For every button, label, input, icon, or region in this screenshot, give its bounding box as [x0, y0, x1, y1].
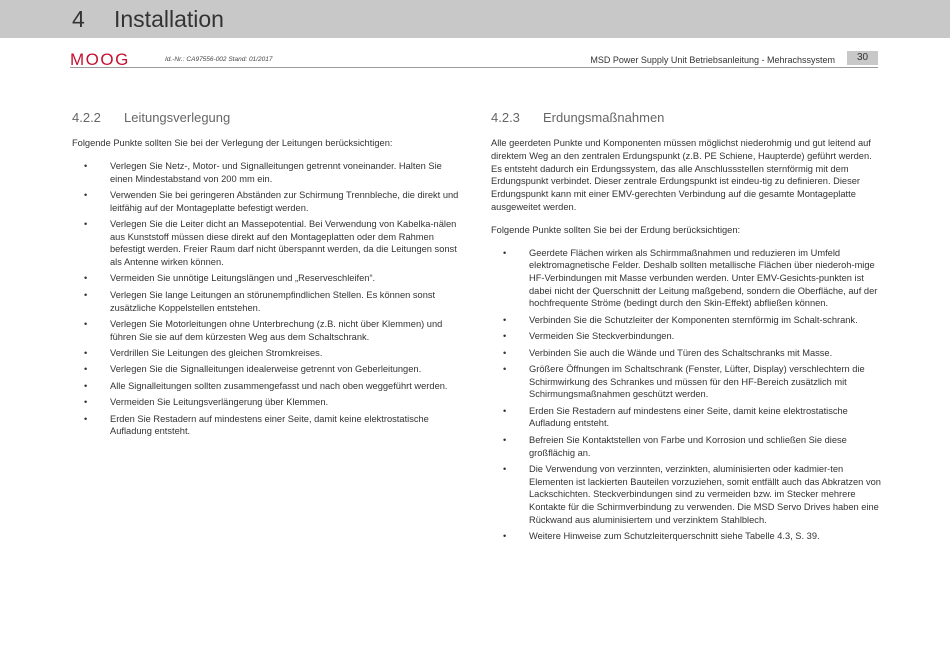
- logo-text: MOOG: [70, 51, 130, 67]
- section-heading-leitungsverlegung: [72, 110, 467, 125]
- chapter-title: Installation: [114, 6, 224, 32]
- bullet-icon: •: [503, 463, 507, 474]
- list-item: • Vermeiden Sie Leitungsverlängerung über Klemmen.: [84, 397, 329, 408]
- bullet-icon: •: [503, 531, 507, 542]
- list-item: • Alle Signalleitungen sollten zusammengefasst und nach oben weggeführt werden.: [84, 380, 448, 391]
- list-item: • Verlegen Sie lange Leitungen an störunempfindlichen Stellen. Es können sonst zusätzliche Koppelstellen entstehen.: [84, 289, 436, 313]
- section-heading-erdungsmassnahmen: [491, 110, 881, 125]
- list-item: • Verbinden Sie die Schutzleiter der Komponenten sternförmig im Schalt-schrank.: [503, 314, 858, 325]
- bullet-icon: •: [84, 218, 88, 229]
- section-number: 4.2.3: [491, 110, 520, 125]
- section-number: 4.2.2: [72, 110, 101, 125]
- bullet-icon: •: [503, 247, 507, 258]
- list-item: • Vermeiden Sie unnötige Leitungslängen und „Reserveschleifen“.: [84, 273, 376, 284]
- document-id: Id.-Nr.: CA97556-002 Stand: 01/2017: [165, 56, 273, 63]
- list-item: • Verwenden Sie bei geringeren Abständen zur Schirmung Trennbleche, die direkt und leitfähig auf der Montageplatte befestigt werden.: [84, 189, 459, 213]
- bullet-icon: •: [84, 364, 88, 375]
- bullet-list: [72, 160, 467, 438]
- bullet-icon: •: [503, 405, 507, 416]
- page-number: 30: [847, 51, 878, 65]
- list-item: • Verlegen Sie Motorleitungen ohne Unterbrechung (z.B. nicht über Klemmen) und führen Sie sie auf dem kürzesten Weg aus dem Schaltschrank.: [84, 318, 443, 342]
- list-item: • Geerdete Flächen wirken als Schirmmaßnahmen und reduzieren im Umfeld elektromagnetische Felder. Deshalb sollten metallische Flächen über niederoh-mige HF-Verbindungen mit Masse verbunden werden. Unter EMV-Gesichts-punkten ist dabei nicht der Querschnitt der Leitung maßgebend, sondern die Oberfläche, auf der hochfrequente Ströme (bedingt durch den Skin-Effekt) abfließen können.: [503, 247, 878, 309]
- list-item: • Die Verwendung von verzinnten, verzinkten, aluminisierten oder kadmier-ten Elementen ist lackierten Bauteilen vorzuziehen, somit entfällt auch das Abkratzen von Lackschichten. Steckverbindungen sind zu vermeiden bzw. im Stecker mehrere Kontakte für die Schirmverbindung zu verwenden. Die MSD Servo Drives haben eine Rückwand aus aluminisiertem und verzinktem Stahlblech.: [503, 463, 881, 525]
- intro-paragraph: Folgende Punkte sollten Sie bei der Verlegung der Leitungen berücksichtigen:: [72, 138, 393, 148]
- bullet-icon: •: [84, 189, 88, 200]
- moog-logo: [70, 51, 152, 67]
- list-item: • Vermeiden Sie Steckverbindungen.: [503, 331, 675, 342]
- bullet-icon: •: [503, 314, 507, 325]
- list-item: • Verbinden Sie auch die Wände und Türen des Schaltschranks mit Masse.: [503, 347, 833, 358]
- list-item: • Verlegen Sie die Leiter dicht an Massepotential. Bei Verwendung von Kabelka-nälen aus Kunststoff müssen diese direkt auf den Montageplatten oder dem Rahmen befestigt werden. Freier Raum darf nicht überspannt werden, da die Leitungen sonst als Antenne wirken können.: [84, 218, 457, 268]
- bullet-icon: •: [84, 289, 88, 300]
- bullet-icon: •: [84, 273, 88, 284]
- section-title: Erdungsmaßnahmen: [543, 110, 665, 125]
- intro-paragraph-2: Folgende Punkte sollten Sie bei der Erdung berücksichtigen:: [491, 224, 741, 235]
- left-column: [72, 110, 467, 442]
- list-item: • Verlegen Sie die Signalleitungen idealerweise getrennt von Geberleitungen.: [84, 364, 422, 375]
- chapter-number: 4: [72, 6, 85, 32]
- list-item: • Verdrillen Sie Leitungen des gleichen Stromkreises.: [84, 348, 323, 359]
- bullet-icon: •: [503, 347, 507, 358]
- list-item: • Verlegen Sie Netz-, Motor- und Signalleitungen getrennt voneinander. Halten Sie einen Mindestabstand von 200 mm ein.: [84, 160, 442, 184]
- bullet-icon: •: [503, 363, 507, 374]
- section-title: Leitungsverlegung: [124, 110, 231, 125]
- bullet-icon: •: [84, 160, 88, 171]
- list-item: • Weitere Hinweise zum Schutzleiterquerschnitt siehe Tabelle 4.3, S. 39.: [503, 531, 820, 542]
- right-column: [491, 110, 881, 547]
- bullet-icon: •: [503, 331, 507, 342]
- intro-paragraph: Alle geerdeten Punkte und Komponenten müssen möglichst niederohmig und gut leitend auf direktem Weg an den zentralen Erdungspunkt (z.B. PE Schiene, Haupterde) geführt werden. Es entsteht dadurch ein Erdungssystem, das alle Anschlussstellen sternförmig mit dem Erdungspunkt verbindet. Dieser zentrale Erdungspunkt ist eindeu-tig zu definieren. Dieser Erdungspunkt kann mit einer EMV-gerechten Verbindung auf die gesamte Montageplatte ausgeweitet werden.: [491, 138, 872, 212]
- list-item: • Erden Sie Restadern auf mindestens einer Seite, damit keine elektrostatische Aufladung entsteht.: [84, 413, 429, 437]
- bullet-list: [491, 247, 881, 543]
- list-item: • Größere Öffnungen im Schaltschrank (Fenster, Lüfter, Display) verschlechtern die Schirmwirkung des Schrankes und müssen für den HF-Bereich zusätzlich mit Schirmungsmaßnahmen geschützt werden.: [503, 363, 865, 400]
- bullet-icon: •: [84, 397, 88, 408]
- list-item: • Erden Sie Restadern auf mindestens einer Seite, damit keine elektrostatische Aufladung entsteht.: [503, 405, 848, 429]
- bullet-icon: •: [84, 318, 88, 329]
- header-divider: [70, 67, 878, 68]
- bullet-icon: •: [84, 413, 88, 424]
- bullet-icon: •: [84, 380, 88, 391]
- bullet-icon: •: [503, 434, 507, 445]
- bullet-icon: •: [84, 348, 88, 359]
- list-item: • Befreien Sie Kontaktstellen von Farbe und Korrosion und schließen Sie diese großflächig an.: [503, 434, 847, 458]
- document-title: MSD Power Supply Unit Betriebsanleitung - Mehrachssystem: [590, 55, 835, 65]
